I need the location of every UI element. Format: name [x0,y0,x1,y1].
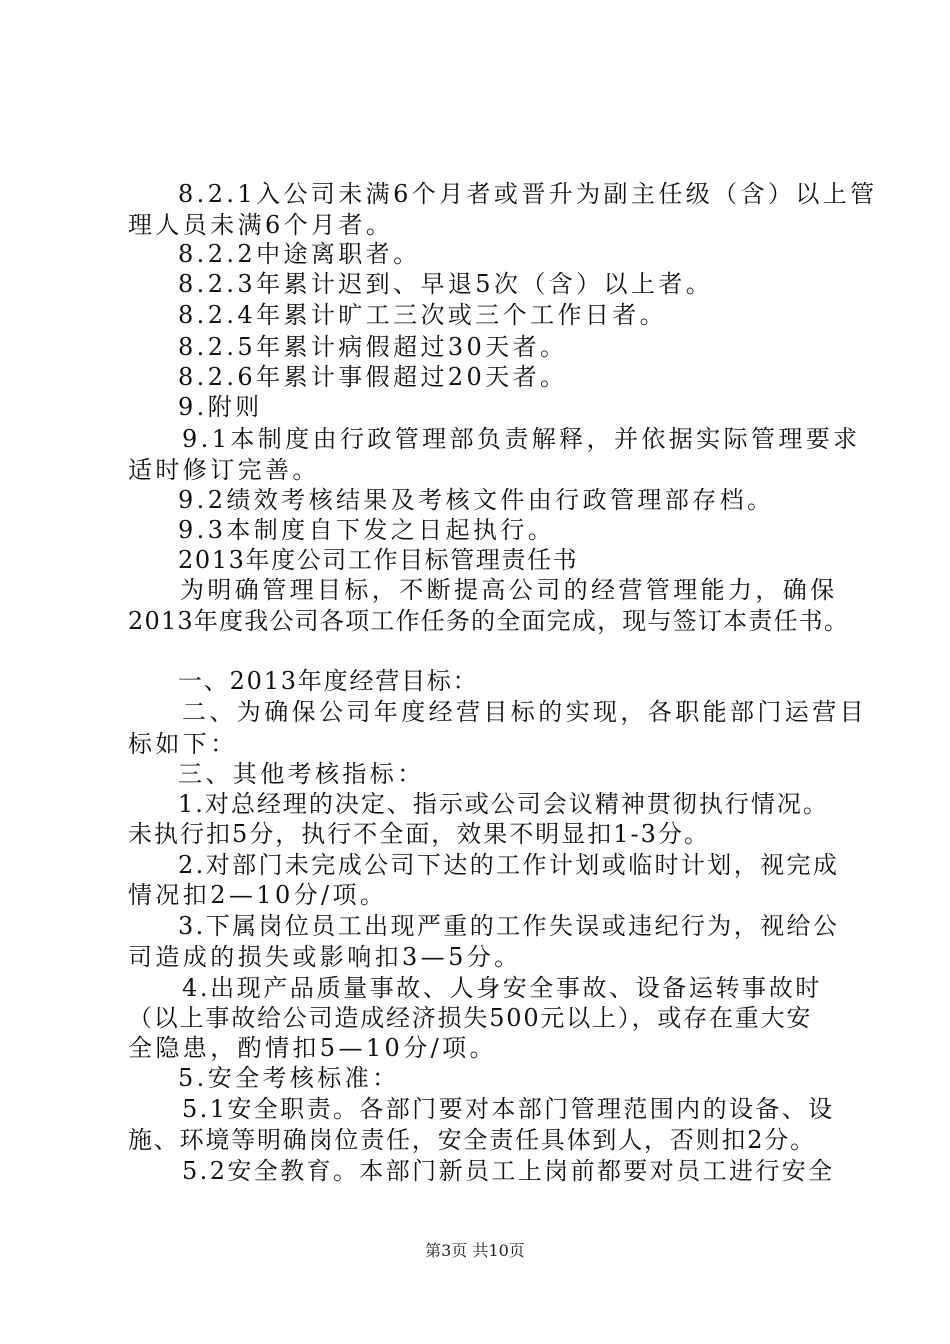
text-line: 9.3本制度自下发之日起执行。 [178,516,556,544]
text-line: 8.2.2中途离职者。 [178,240,421,268]
text-line: 为明确管理目标，不断提高公司的经营管理能力，确保 [180,576,838,604]
section-heading: 5.安全考核标准： [178,1064,400,1092]
text-line: 9.2绩效考核结果及考核文件由行政管理部存档。 [178,486,775,514]
text-line: 理人员未满6个月者。 [128,211,394,239]
page-number-footer: 第3页 共10页 [425,1241,525,1260]
text-line: 4.出现产品质量事故、人身安全事故、设备运转事故时 [182,974,822,1002]
text-line: （以上事故给公司造成经济损失500元以上），或存在重大安 [128,1004,813,1032]
text-line: 2.对部门未完成公司下达的工作计划或临时计划，视完成 [178,851,840,879]
text-line: 司造成的损失或影响扣3—5分。 [128,943,522,971]
text-line: 1.对总经理的决定、指示或公司会议精神贯彻执行情况。 [178,790,829,818]
document-title: 2013年度公司工作目标管理责任书 [178,546,579,574]
section-heading: 9.附则 [178,393,263,421]
text-line: 8.2.4年累计旷工三次或三个工作日者。 [178,301,668,329]
text-line: 2013年度我公司各项工作任务的全面完成，现与签订本责任书。 [128,607,850,635]
text-line: 全隐患，酌情扣5—10分/项。 [128,1034,497,1062]
text-line: 9.1本制度由行政管理部负责解释，并依据实际管理要求 [182,425,861,453]
section-heading: 一、2013年度经营目标： [178,667,479,695]
text-line: 3.下属岗位员工出现严重的工作失误或违纪行为，视给公 [178,912,840,940]
text-line: 适时修订完善。 [128,456,320,484]
text-line: 5.2安全教育。本部门新员工上岗前都要对员工进行安全 [182,1157,835,1185]
text-line: 8.2.5年累计病假超过30天者。 [178,333,568,361]
text-line: 施、环境等明确岗位责任，安全责任具体到人，否则扣2分。 [128,1126,816,1154]
text-line: 8.2.1入公司未满6个月者或晋升为副主任级（含）以上管 [178,180,878,208]
text-line: 8.2.6年累计事假超过20天者。 [178,363,568,391]
text-line: 未执行扣5分，执行不全面，效果不明显扣1-3分。 [128,820,710,848]
text-line: 8.2.3年累计迟到、早退5次（含）以上者。 [178,270,714,298]
section-heading: 三、其他考核指标： [178,760,425,788]
text-line: 5.1安全职责。各部门要对本部门管理范围内的设备、设 [182,1095,835,1123]
section-heading: 二、为确保公司年度经营目标的实现，各职能部门运营目 [182,698,867,726]
text-line: 标如下： [128,730,238,758]
text-line: 情况扣2—10分/项。 [128,881,388,909]
